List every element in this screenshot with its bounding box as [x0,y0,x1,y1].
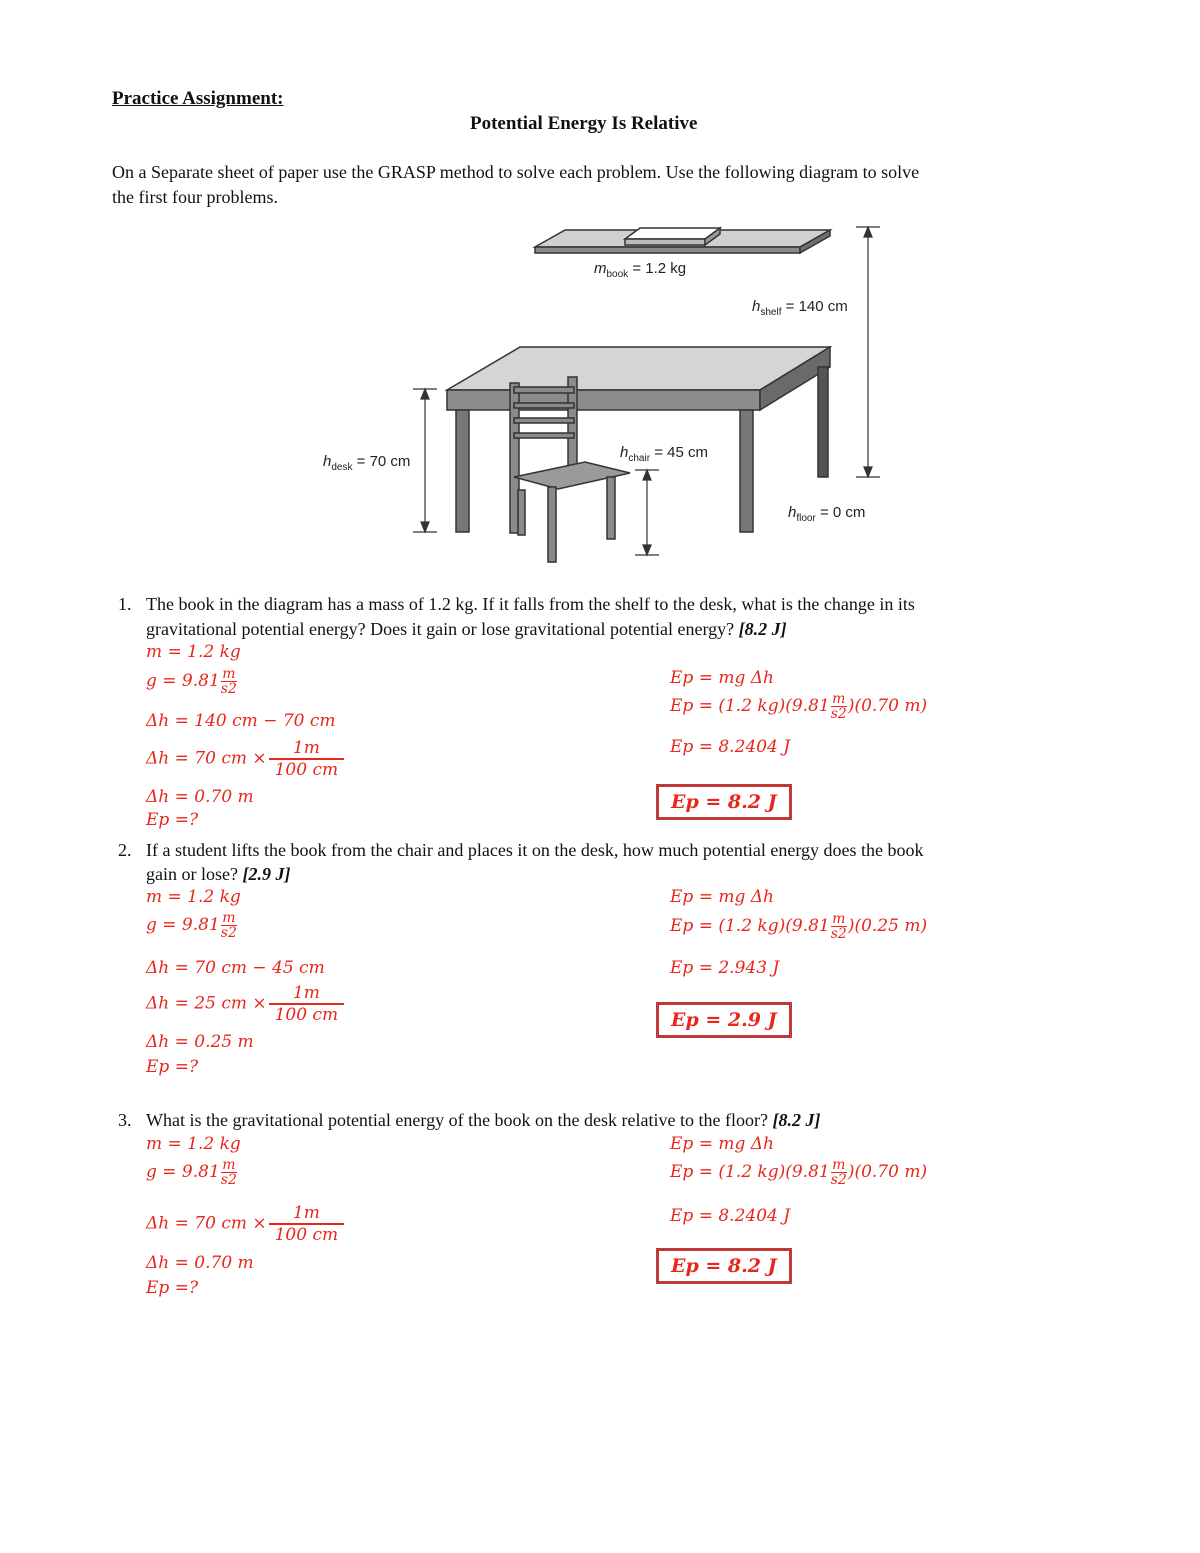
label-h-chair: $h_{chair} = 45$ cm [620,444,708,464]
q2-given-mass: m = 1.2 kg [146,887,241,907]
q1-delta-h-1: Δh = 140 cm − 70 cm [146,711,336,731]
q2-formula: Ep = mg Δh [670,887,774,907]
label-h-floor: $h_{floor} = 0$ cm [788,504,866,524]
q2-delta-h-3: Δh = 0.25 m [146,1032,254,1052]
intro-line-2: the first four problems. [112,187,278,207]
q2-line-1: If a student lifts the book from the chair and places it on the desk, how much potential energy does the book [146,840,924,860]
q1-answer-box: Ep = 8.2 J [656,784,792,820]
q1-number: 1. [118,594,132,614]
intro-line-1: On a Separate sheet of paper use the GRASP method to solve each problem. Use the following diagram to solve [112,162,920,182]
label-h-desk: $h_{desk} = 70$ cm [323,453,411,473]
q3-line-1: What is the gravitational potential energy of the book on the desk relative to the floor? [8.2 J] [146,1110,821,1130]
q1-result: Ep = 8.2404 J [670,737,791,757]
book-drawing [625,228,720,245]
q1-delta-h-2: Δh = 70 cm × $\frac{1m}{100 cm}$ [146,738,344,780]
q3-number: 3. [118,1110,132,1130]
q3-delta-h-3: Δh = 0.70 m [146,1253,254,1273]
q3-formula: Ep = mg Δh [670,1134,774,1154]
q1-delta-h-3: Δh = 0.70 m [146,787,254,807]
q1-substitution: Ep = (1.2 kg)(9.81 $\frac{m}{s2}$ )(0.70 m) [670,691,928,722]
q1-given-g: g = 9.81 $\frac{m}{s2}$ [146,666,237,697]
q2-result: Ep = 2.943 J [670,958,780,978]
q2-line-2: gain or lose? [2.9 J] [146,864,291,884]
q3-given-mass: m = 1.2 kg [146,1134,241,1154]
q3-result: Ep = 8.2404 J [670,1206,791,1226]
label-h-shelf: $h_{shelf} = 140$ cm [752,298,848,318]
q1-line-1: The book in the diagram has a mass of 1.2 kg. If it falls from the shelf to the desk, what is the change in its [146,594,915,614]
q2-delta-h-2: Δh = 25 cm × $\frac{1m}{100 cm}$ [146,983,344,1025]
q3-given-g: g = 9.81 $\frac{m}{s2}$ [146,1157,237,1188]
q1-line-2: gravitational potential energy? Does it gain or lose gravitational potential energy? [8.2 J] [146,619,787,639]
q3-delta-h-2: Δh = 70 cm × $\frac{1m}{100 cm}$ [146,1203,344,1245]
q3-answer-box: Ep = 8.2 J [656,1248,792,1284]
desk-drawing [447,347,830,532]
q1-given-mass: m = 1.2 kg [146,642,241,662]
q3-substitution: Ep = (1.2 kg)(9.81 $\frac{m}{s2}$ )(0.70 m) [670,1157,928,1188]
q1-ep-unknown: Ep =? [146,810,199,830]
q2-answer-hint: [2.9 J] [242,864,291,884]
assignment-label: Practice Assignment: [112,88,284,109]
q2-substitution: Ep = (1.2 kg)(9.81 $\frac{m}{s2}$ )(0.25 m) [670,911,928,942]
page-title: Potential Energy Is Relative [470,113,698,134]
q2-number: 2. [118,840,132,860]
q2-answer-box: Ep = 2.9 J [656,1002,792,1038]
label-m-book: $m_{book} = 1.2$ kg [594,260,687,280]
q3-answer-hint: [8.2 J] [772,1110,821,1130]
q3-ep-unknown: Ep =? [146,1278,199,1298]
q2-ep-unknown: Ep =? [146,1057,199,1077]
q2-delta-h-1: Δh = 70 cm − 45 cm [146,958,325,978]
q2-given-g: g = 9.81 $\frac{m}{s2}$ [146,910,237,941]
q1-formula: Ep = mg Δh [670,668,774,688]
q1-answer-hint: [8.2 J] [738,619,787,639]
